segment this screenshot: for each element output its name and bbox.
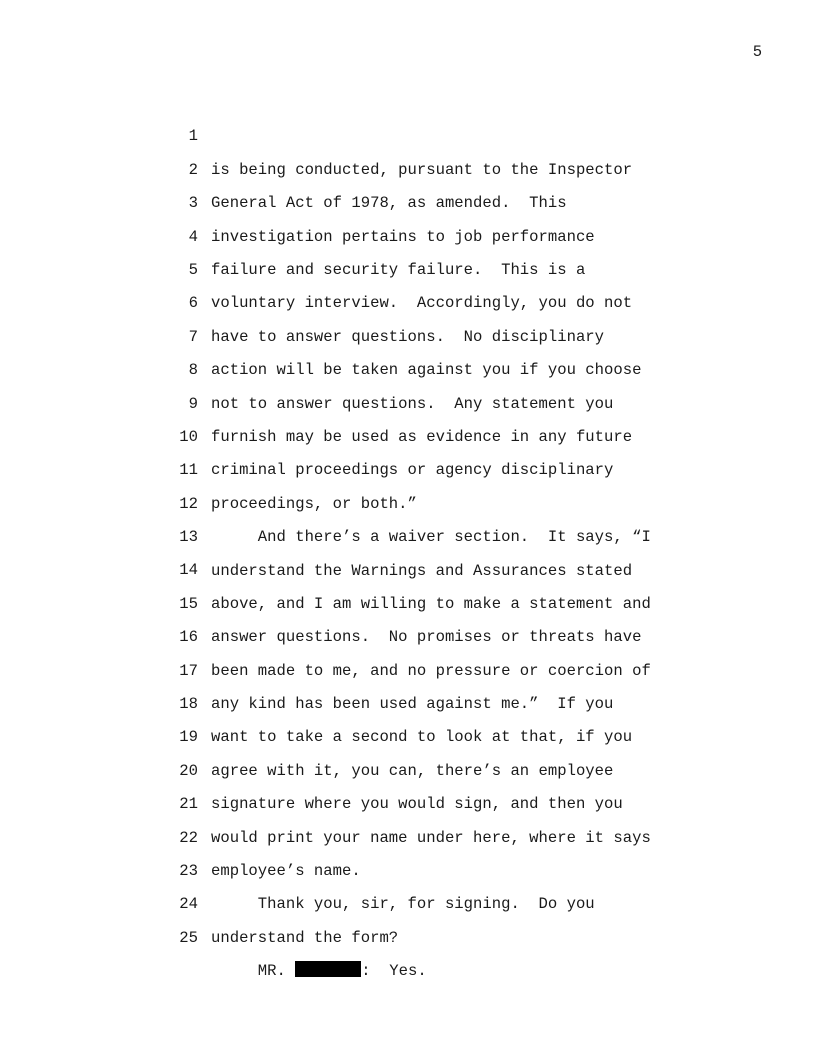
- page-number: 5: [752, 43, 762, 61]
- line-text: any kind has been used against me.” If you: [211, 695, 614, 714]
- line-text: voluntary interview. Accordingly, you do not: [211, 294, 633, 313]
- line-number: 22: [179, 828, 198, 847]
- line-text: General Act of 1978, as amended. This: [211, 194, 567, 213]
- line-text: furnish may be used as evidence in any future: [211, 427, 633, 446]
- line-number: 10: [179, 427, 198, 446]
- line-text: employee’s name.: [211, 862, 361, 881]
- line-text: investigation pertains to job performance: [211, 227, 595, 246]
- line-number: 6: [188, 294, 198, 313]
- line-number: 19: [179, 728, 198, 747]
- line-text: proceedings, or both.”: [211, 494, 417, 513]
- transcript-body: [0, 87, 816, 981]
- line-number: 12: [179, 494, 198, 513]
- line-text: action will be taken against you if you choose: [211, 361, 642, 380]
- line-number: 25: [179, 928, 198, 947]
- line-text: signature where you would sign, and then you: [211, 795, 623, 814]
- line-number: 23: [179, 862, 198, 880]
- line-number: 21: [179, 795, 198, 814]
- line-text: been made to me, and no pressure or coercion of: [211, 661, 651, 680]
- line-text: understand the form?: [211, 928, 399, 947]
- redaction-block: [295, 961, 361, 977]
- line-number: 11: [179, 461, 198, 480]
- line-number: 16: [179, 628, 198, 647]
- line-number: 15: [179, 594, 198, 613]
- line-text: not to answer questions. Any statement you: [211, 394, 614, 413]
- line-number: 14: [179, 561, 198, 580]
- line-text: would print your name under here, where it says: [211, 828, 651, 847]
- line-text: is being conducted, pursuant to the Inspector: [211, 160, 633, 179]
- transcript-line: [0, 87, 816, 179]
- line-number: 9: [188, 394, 198, 413]
- line-text: criminal proceedings or agency disciplinary: [211, 461, 614, 480]
- line-text: failure and security failure. This is a: [211, 260, 586, 279]
- line-text: agree with it, you can, there’s an employee: [211, 761, 614, 780]
- speaker-prefix: MR.: [211, 962, 296, 981]
- line-number: 1: [188, 127, 198, 146]
- line-text: And there’s a waiver section. It says, “I: [211, 528, 651, 547]
- line-number: 2: [188, 160, 198, 179]
- line-text: [211, 955, 427, 988]
- line-number: 18: [179, 695, 198, 714]
- line-number: 20: [179, 761, 198, 780]
- line-text: answer questions. No promises or threats have: [211, 628, 642, 647]
- line-number: 17: [179, 661, 198, 680]
- line-text: above, and I am willing to make a statement and: [211, 594, 651, 613]
- line-text: Thank you, sir, for signing. Do you: [211, 895, 595, 914]
- line-number: 7: [188, 327, 198, 346]
- line-text: want to take a second to look at that, if you: [211, 728, 633, 747]
- line-number: 24: [179, 895, 198, 914]
- line-number: 3: [188, 194, 198, 213]
- line-text: have to answer questions. No disciplinary: [211, 327, 605, 346]
- line-number: 4: [188, 227, 198, 246]
- speaker-response: : Yes.: [361, 962, 427, 981]
- line-number: 13: [179, 528, 198, 547]
- line-text: understand the Warnings and Assurances stated: [211, 561, 633, 580]
- line-number: 8: [188, 361, 198, 380]
- line-number: 5: [188, 260, 198, 279]
